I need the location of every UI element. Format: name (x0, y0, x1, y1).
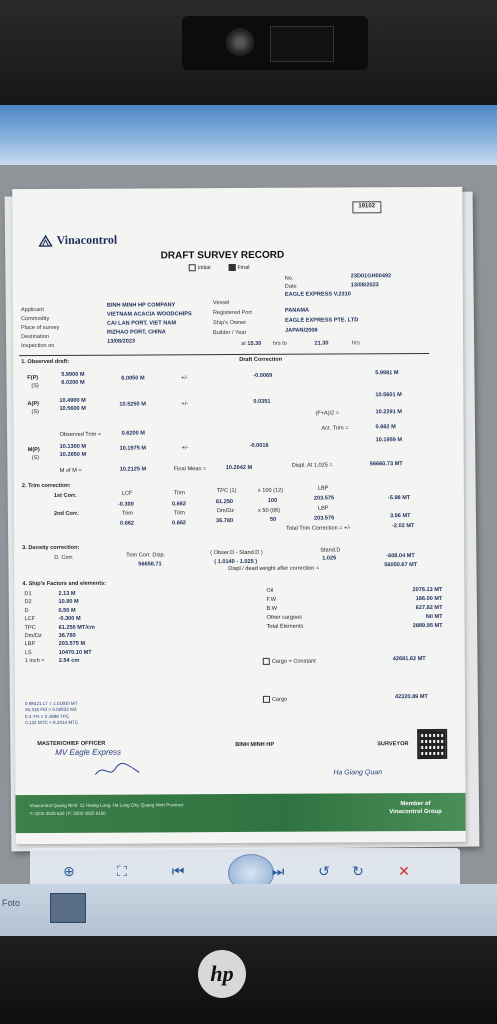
density-stand-value: 1.025 (322, 555, 337, 562)
footer-address-2: T: 0203 3825 620 | F: 0203 3825 6190 (29, 810, 106, 817)
trim1-label: 1st Corr. (53, 492, 77, 499)
fp-correction: -0.0069 (253, 372, 273, 379)
element-row: Other cargoes Nil MT (266, 613, 443, 621)
fa2-label: (F+A)/2 = (315, 410, 340, 417)
mp-stbd-value: 10.2650 M (59, 451, 87, 458)
trim1-trim-val: 0.662 (171, 501, 186, 508)
element-row: F.W 186.00 MT (266, 595, 443, 603)
element-row: Oil 2076.13 MT (266, 586, 443, 594)
sig-right-name: Ha Giang Quan (333, 769, 383, 777)
density-trim-corr-disp: Trim Corr. Disp. (126, 552, 166, 559)
footer-address-1: Vinacontrol Quang Ninh: 11 Hoang Long, Ha Long City, Quang Ninh Province (29, 802, 184, 809)
density-obs-values: ( 1.0140 - 1.025 ) (214, 558, 258, 566)
webcam-icon (226, 28, 254, 56)
observed-trim-value: 0.6200 M (121, 430, 145, 437)
owner-label: Ship's Owner (212, 319, 247, 327)
trim1-lbp-val: 203.575 (313, 495, 335, 502)
sig-mid-label: BINH MINH HP (235, 741, 275, 749)
act-trim-result: 0.662 M (375, 424, 396, 431)
applicant-value: BINH MINH HP COMPANY (106, 302, 176, 309)
trim2-trim-a: Trim (121, 510, 133, 517)
section-density: 3. Density correction: (22, 544, 80, 552)
fp-plusminus: +/- (181, 375, 188, 382)
webcam-housing (182, 16, 368, 70)
commodity-label: Commodity (20, 315, 50, 323)
mom-value: 10.2125 M (119, 466, 147, 473)
sig-right-label: SURVEYOR (377, 741, 409, 748)
trim2-trim-b: Trim (173, 510, 185, 517)
factor-row: LBP 203.575 M (24, 641, 86, 648)
applicant-label: Applicant (20, 307, 44, 314)
mp-result: 10.1959 M (375, 437, 403, 444)
trim1-trim: Trim (173, 490, 185, 497)
trim1-tpc: TPC (1) (216, 488, 237, 495)
reg-port-value: PANAMA (284, 307, 310, 314)
act-trim-label: Act. Trim = (321, 425, 349, 432)
cargo-value: 42320.89 MT (394, 694, 428, 701)
hp-logo: hp (198, 950, 246, 998)
trim2-trim-a-val: 0.662 (120, 520, 135, 527)
mp-label: M(P) (27, 447, 40, 454)
element-row: B.W 627.82 MT (266, 604, 443, 612)
place-label: Place of survey (21, 324, 60, 332)
mom-label: M of M = (59, 467, 82, 474)
final-mean-value: 10.2042 M (225, 464, 253, 472)
trim1-tpc-val: 61.250 (215, 499, 234, 506)
fp-s-label: (S) (31, 383, 39, 390)
conversion-notes (25, 701, 78, 727)
vessel-value: EAGLE EXPRESS V.2310 (284, 291, 351, 298)
factor-row: TPC 61.250 MT/cm (24, 624, 95, 631)
trim2-result: 3.96 MT (389, 513, 411, 520)
density-obs-label: ( Obser.D - Stand.D ) (210, 549, 263, 557)
ap-s-label: (S) (31, 409, 39, 416)
mp-mean: 10.1975 M (119, 445, 147, 452)
document-number-stamp: 19102 (352, 201, 381, 213)
trim2-x50-val: 50 (270, 516, 277, 523)
trim-total-label: Total Trim Correction = +/- (286, 525, 351, 532)
trim1-lcf: LCF (121, 490, 133, 497)
ap-mean: 10.5250 M (119, 401, 146, 408)
displ-label: Displ. At 1.025 = (291, 462, 333, 469)
previous-button[interactable]: ⏮ (171, 863, 185, 879)
taskbar-thumbnail[interactable] (50, 893, 86, 923)
delete-icon[interactable]: ✕ (398, 863, 410, 879)
density-disp-value: 56658.71 (138, 561, 162, 568)
trim1-result: -5.98 MT (387, 495, 411, 502)
footer-member: Member of Vinacontrol Group (389, 801, 442, 815)
inspection-label: Inspection on (21, 342, 55, 350)
section-factors: 4. Ship's Factors and elements: (22, 580, 107, 588)
laptop-bezel-top (0, 0, 497, 105)
draft-correction-heading: Draft Correction (239, 356, 283, 363)
factor-row: D2 10.80 M (24, 599, 79, 606)
next-button[interactable]: ⏭ (271, 863, 285, 879)
survey-time: at 15.30 hrs to 21.30 hrs (241, 340, 360, 347)
section-trim-correction: 2. Trim correction: (21, 482, 71, 490)
displ-value: 56660.73 MT (369, 461, 403, 468)
vinacontrol-logo (39, 233, 118, 248)
trim2-x50: x 50 (06) (257, 507, 281, 514)
trim-total-result: -2.02 MT (392, 523, 415, 530)
logo-text: Vinacontrol (56, 232, 118, 247)
note-row: 0.4 TFI = 2.4996 TPC (25, 713, 70, 719)
sig-left-label: MASTER/CHIEF OFFICER (37, 740, 106, 748)
element-row: Total Elements 2889.95 MT (266, 622, 443, 630)
ap-plusminus: +/- (181, 401, 189, 408)
fp-stbd-value: 6.0200 M (61, 379, 85, 386)
mp-s-label: (S) (31, 455, 40, 462)
trim1-x100-val: 100 (267, 497, 278, 504)
trim2-label: 2nd Corr. (53, 510, 79, 517)
commodity-value: VIETNAM ACACIA WOODCHIPS (106, 311, 192, 318)
qr-code-icon (417, 729, 447, 759)
signature-left (93, 761, 143, 781)
density-stand-label: Stand.D (320, 547, 341, 554)
note-row: 0.122 MTC = 8.2014 MTC (25, 720, 79, 726)
density-result: 56050.67 MT (384, 562, 418, 569)
factor-row: Dm/Dz 36.780 (24, 632, 76, 640)
note-row: 0.98421 LT = 1.01600 MT (24, 700, 78, 707)
screen-top-glare (0, 105, 497, 165)
laptop-bezel-bottom (0, 936, 497, 1024)
builder-value: JAPAN/2006 (285, 327, 318, 334)
destination-value: RIZHAO PORT, CHINA (107, 329, 166, 336)
observed-trim-label: Observed Trim = (59, 431, 102, 438)
check-initial: Initial (189, 264, 211, 272)
inspection-value: 13/08/2023 (107, 338, 136, 345)
zoom-icon[interactable]: ⊕ (63, 863, 75, 879)
header-date-value: 13/08/2023 (350, 282, 379, 289)
header-date: Date (284, 283, 297, 290)
taskbar-app-label[interactable]: Foto (2, 898, 21, 908)
trim2-dmdz: Dm/Dz (216, 508, 235, 515)
header-no-value: 23D01GH00492 (350, 273, 392, 280)
density-corr: -608.04 MT (386, 553, 415, 560)
density-label: D. Corr. (54, 554, 74, 561)
cargo-constant-row: Cargo + Constant (263, 658, 316, 666)
divider (19, 353, 429, 356)
ap-label: A(P) (27, 401, 39, 408)
trim2-dmdz-val: 36.780 (216, 518, 234, 525)
trim2-trim-b-val: 0.662 (172, 520, 187, 527)
trim1-lbp: LBP (317, 485, 329, 492)
fp-port-value: 5.9900 M (61, 371, 85, 378)
final-mean-label: Final Mean = (173, 466, 207, 473)
webcam-shutter (270, 26, 334, 62)
factor-row: LCF -0.300 M (24, 616, 81, 623)
vinacontrol-logo-icon (39, 234, 53, 246)
trim1-x100: x 100 (12) (257, 487, 284, 494)
trim2-lbp-val: 203.575 (314, 515, 335, 522)
ap-port-value: 10.4900 M (59, 397, 86, 404)
fp-mean: 6.0050 M (121, 375, 145, 382)
destination-label: Destination (21, 333, 50, 341)
cargo-constant-value: 42681.62 MT (392, 656, 426, 663)
sig-left-name: MV Eagle Express (55, 747, 122, 757)
rotate-ccw-icon[interactable]: ↺ (318, 863, 330, 879)
ap-result: 10.5601 M (375, 392, 402, 399)
builder-label: Builder / Year (213, 329, 247, 337)
document-title: DRAFT SURVEY RECORD (160, 249, 285, 262)
rotate-cw-icon[interactable]: ↻ (352, 863, 364, 879)
note-row: 35.316 Ft3 = 0.02832 M3 (25, 707, 77, 713)
elements-list (266, 587, 442, 633)
fp-result: 5.9981 M (375, 370, 399, 377)
fa2-result: 10.2291 M (375, 409, 402, 416)
factor-row: 1 inch = 2.54 cm (24, 657, 80, 665)
mp-port-value: 10.1300 M (59, 443, 87, 450)
document-footer (15, 793, 465, 833)
factors-list (24, 591, 95, 667)
fp-label: F(P) (27, 375, 39, 382)
factor-row: LS 10470.10 MT (24, 649, 92, 656)
ap-correction: 0.0351 (253, 398, 271, 405)
factor-row: D1 2.13 M (24, 590, 76, 598)
section-observed-draft: 1. Observed draft: (21, 358, 70, 366)
survey-type-checkboxes (189, 264, 250, 272)
ap-stbd-value: 10.5600 M (59, 405, 86, 412)
check-final: Final (229, 264, 250, 272)
trim1-lcf-val: -0.300 (117, 501, 134, 508)
draft-survey-document (12, 187, 465, 844)
cargo-row: Cargo (263, 696, 287, 704)
factor-row: D 0.50 M (24, 607, 76, 614)
vessel-label: Vessel (212, 300, 230, 307)
reg-port-label: Registered Port (212, 309, 252, 317)
fit-window-icon[interactable]: ⛶ (117, 863, 127, 879)
density-displ-label: Displ / dead weight after correction = (228, 565, 320, 573)
header-no: No. (284, 275, 294, 282)
mp-plusminus: +/- (181, 445, 189, 452)
owner-value: EAGLE EXPRESS PTE. LTD (284, 317, 359, 324)
place-value: CAI LAN PORT, VIET NAM (106, 320, 177, 327)
mp-correction: -0.0016 (249, 442, 269, 449)
trim2-lbp: LBP (317, 505, 329, 512)
